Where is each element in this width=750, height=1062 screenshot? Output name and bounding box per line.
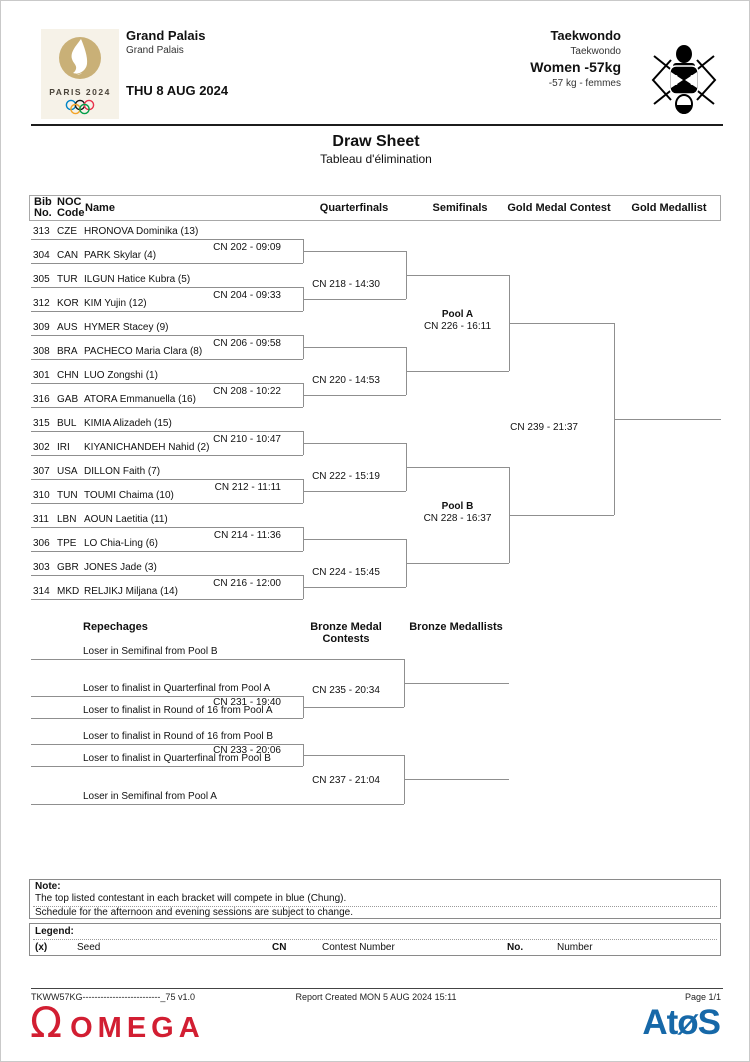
- winner-line: [303, 539, 406, 540]
- repechage-entry: Loser to finalist in Round of 16 from Pool B: [83, 731, 274, 742]
- venue-name-fr: Grand Palais: [126, 45, 184, 56]
- athlete-bib: 310: [33, 490, 50, 501]
- winner-line: [303, 587, 406, 588]
- footer-report-created: Report Created MON 5 AUG 2024 15:11: [295, 992, 457, 1002]
- repechage-entry: Loser in Semifinal from Pool A: [83, 791, 217, 802]
- athlete-bib: 309: [33, 322, 50, 333]
- athlete-line: [31, 263, 303, 264]
- page-title: Draw Sheet: [332, 133, 420, 150]
- match-label: CN 233 - 20:06: [213, 745, 281, 756]
- repechage-entry: Loser to finalist in Round of 16 from Pool A: [83, 705, 273, 716]
- athlete-name: KIM Yujin (12): [84, 298, 147, 309]
- repechage-entry: Loser to finalist in Quarterfinal from Pool B: [83, 753, 271, 764]
- omega-logo: [30, 998, 205, 1047]
- athlete-bib: 314: [33, 586, 50, 597]
- repechage-entry: Loser in Semifinal from Pool B: [83, 646, 218, 657]
- winner-line: [303, 707, 404, 708]
- athlete-name: HRONOVA Dominika (13): [84, 226, 199, 237]
- atos-logo: AtøS: [642, 1003, 720, 1042]
- athlete-bib: 307: [33, 466, 50, 477]
- note-line2: Schedule for the afternoon and evening sessions are subject to change.: [35, 907, 353, 918]
- legend-cn-key: CN: [272, 942, 287, 953]
- match-label: CN 231 - 19:40: [213, 697, 281, 708]
- athlete-noc: KOR: [57, 298, 79, 309]
- omega-wordmark: OMEGA: [70, 1012, 205, 1044]
- athlete-line: [31, 503, 303, 504]
- omega-symbol-icon: Ω: [30, 998, 63, 1047]
- column-noc-line2: Code: [57, 207, 85, 219]
- legend-cn-value: Contest Number: [322, 942, 395, 953]
- legend-box: [29, 923, 721, 956]
- athlete-bib: 302: [33, 442, 50, 453]
- athlete-noc: CHN: [57, 370, 79, 381]
- athlete-line: [31, 431, 303, 432]
- athlete-name: KIYANICHANDEH Nahid (2): [84, 442, 210, 453]
- legend-seed-value: Seed: [77, 942, 101, 953]
- match-label: CN 218 - 14:30: [312, 279, 380, 290]
- match-label: CN 224 - 15:45: [312, 567, 380, 578]
- column-bib-line1: Bib: [34, 196, 52, 208]
- athlete-name: AOUN Laetitia (11): [84, 514, 168, 525]
- athlete-noc: BRA: [57, 346, 78, 357]
- pool-label: [406, 309, 509, 333]
- athlete-bib: 303: [33, 562, 50, 573]
- athlete-line: [31, 479, 303, 480]
- athlete-noc: CAN: [57, 250, 79, 261]
- athlete-line: [31, 335, 303, 336]
- match-label: CN 235 - 20:34: [312, 685, 380, 696]
- athlete-noc: LBN: [57, 514, 77, 525]
- match-label: CN 204 - 09:33: [213, 290, 281, 301]
- match-label: CN 212 - 11:11: [214, 482, 281, 493]
- match-label: CN 220 - 14:53: [312, 375, 380, 386]
- bronze-medallist-line: [404, 779, 509, 780]
- athlete-line: [31, 551, 303, 552]
- pool-name: Pool B: [441, 501, 474, 512]
- bronze-medal-contests-title: Bronze Medal Contests: [310, 621, 382, 645]
- bronze-medallist-line: [404, 683, 509, 684]
- page-subtitle: Tableau d'élimination: [320, 152, 432, 166]
- athlete-noc: USA: [57, 466, 78, 477]
- legend-no-key: No.: [507, 942, 524, 953]
- winner-line: [303, 347, 406, 348]
- column-semifinals: Semifinals: [432, 202, 488, 214]
- athlete-name: HYMER Stacey (9): [84, 322, 169, 333]
- match-label: CN 214 - 11:36: [213, 530, 281, 541]
- athlete-noc: TUN: [57, 490, 78, 501]
- footer-doc-code: TKWW57KG--------------------------_75 v1.0: [31, 992, 195, 1002]
- winner-line: [303, 251, 406, 252]
- event-date: THU 8 AUG 2024: [126, 83, 229, 98]
- footer-page-number: Page 1/1: [684, 992, 721, 1002]
- athlete-name: LO Chia-Ling (6): [84, 538, 158, 549]
- athlete-bib: 315: [33, 418, 50, 429]
- legend-label: Legend:: [35, 926, 74, 937]
- match-label: CN 202 - 09:09: [213, 242, 281, 253]
- column-name: Name: [85, 202, 115, 214]
- athlete-line: [31, 311, 303, 312]
- athlete-noc: TPE: [57, 538, 77, 549]
- legend-seed-key: (x): [35, 942, 48, 953]
- athlete-name: DILLON Faith (7): [84, 466, 161, 477]
- match-label: CN 237 - 21:04: [312, 775, 380, 786]
- athlete-bib: 308: [33, 346, 50, 357]
- match-label: CN 206 - 09:58: [213, 338, 281, 349]
- winner-line: [406, 563, 509, 564]
- athlete-name: TOUMI Chaima (10): [84, 490, 174, 501]
- athlete-noc: CZE: [57, 226, 77, 237]
- note-line1: The top listed contestant in each bracket will compete in blue (Chung).: [35, 893, 347, 904]
- gold-medallist-line: [614, 419, 721, 420]
- event-name: Women -57kg: [530, 59, 621, 75]
- athlete-noc: GBR: [57, 562, 79, 573]
- elimination-bracket: [1, 1, 750, 861]
- pool-contest-number: CN 226 - 16:11: [423, 321, 492, 332]
- winner-line: [406, 467, 509, 468]
- athlete-line: [31, 287, 303, 288]
- bronze-medallists-title: Bronze Medallists: [409, 621, 503, 633]
- column-quarterfinals: Quarterfinals: [319, 202, 389, 214]
- athlete-bib: 313: [33, 226, 50, 237]
- column-gold-medallist: Gold Medallist: [631, 202, 707, 214]
- winner-line: [303, 491, 406, 492]
- sport-name-fr: Taekwondo: [570, 46, 621, 57]
- athlete-name: ILGUN Hatice Kubra (5): [84, 274, 191, 285]
- athlete-name: PARK Skylar (4): [84, 250, 157, 261]
- athlete-bib: 306: [33, 538, 50, 549]
- match-label: CN 239 - 21:37: [510, 422, 578, 433]
- legend-separator: [33, 939, 717, 940]
- athlete-noc: BUL: [57, 418, 77, 429]
- repechage-entry: Loser to finalist in Quarterfinal from Pool A: [83, 683, 271, 694]
- pool-contest-number: CN 228 - 16:37: [423, 513, 492, 524]
- athlete-bib: 312: [33, 298, 50, 309]
- match-label: CN 222 - 15:19: [312, 471, 380, 482]
- legend-no-value: Number: [557, 942, 593, 953]
- note-label: Note:: [35, 881, 61, 892]
- winner-line: [303, 395, 406, 396]
- winner-line: [303, 299, 406, 300]
- winner-line: [509, 515, 614, 516]
- athlete-bib: 305: [33, 274, 50, 285]
- repechage-line: [31, 804, 404, 805]
- athlete-line: [31, 359, 303, 360]
- note-box: [29, 879, 721, 919]
- athlete-bib: 316: [33, 394, 50, 405]
- athlete-noc: AUS: [57, 322, 78, 333]
- athlete-bib: 301: [33, 370, 50, 381]
- column-bib-line2: No.: [34, 207, 52, 219]
- athlete-line: [31, 407, 303, 408]
- match-label: CN 210 - 10:47: [213, 434, 281, 445]
- repechage-line: [31, 659, 404, 660]
- athlete-bib: 304: [33, 250, 50, 261]
- repechage-title: Repechages: [83, 621, 148, 633]
- athlete-noc: TUR: [57, 274, 78, 285]
- pool-label: [406, 501, 509, 525]
- column-gold-medal-contest: Gold Medal Contest: [507, 202, 611, 214]
- winner-line: [406, 275, 509, 276]
- match-label: CN 208 - 10:22: [213, 386, 281, 397]
- footer-rule: [31, 988, 723, 989]
- athlete-noc: MKD: [57, 586, 80, 597]
- winner-line: [303, 443, 406, 444]
- match-label: CN 216 - 12:00: [213, 578, 281, 589]
- paris2024-wordmark: PARIS 2024: [49, 87, 111, 97]
- athlete-line: [31, 239, 303, 240]
- athlete-noc: GAB: [57, 394, 79, 405]
- winner-line: [406, 371, 509, 372]
- venue-name: Grand Palais: [126, 28, 206, 43]
- repechage-line: [31, 766, 303, 767]
- athlete-name: RELJIKJ Miljana (14): [84, 586, 178, 597]
- repechage-line: [31, 718, 303, 719]
- sport-name: Taekwondo: [550, 28, 621, 43]
- winner-line: [303, 755, 404, 756]
- athlete-name: ATORA Emmanuella (16): [84, 394, 196, 405]
- athlete-name: LUO Zongshi (1): [84, 370, 158, 381]
- pool-name: Pool A: [441, 309, 474, 320]
- athlete-name: PACHECO Maria Clara (8): [84, 346, 203, 357]
- athlete-line: [31, 575, 303, 576]
- athlete-noc: IRI: [57, 442, 70, 453]
- athlete-name: JONES Jade (3): [84, 562, 157, 573]
- athlete-bib: 311: [33, 514, 49, 525]
- athlete-line: [31, 383, 303, 384]
- athlete-line: [31, 455, 303, 456]
- event-name-fr: -57 kg - femmes: [548, 78, 621, 89]
- athlete-line: [31, 599, 303, 600]
- athlete-name: KIMIA Alizadeh (15): [84, 418, 172, 429]
- athlete-line: [31, 527, 303, 528]
- column-noc-line1: NOC: [57, 196, 82, 208]
- winner-line: [509, 323, 614, 324]
